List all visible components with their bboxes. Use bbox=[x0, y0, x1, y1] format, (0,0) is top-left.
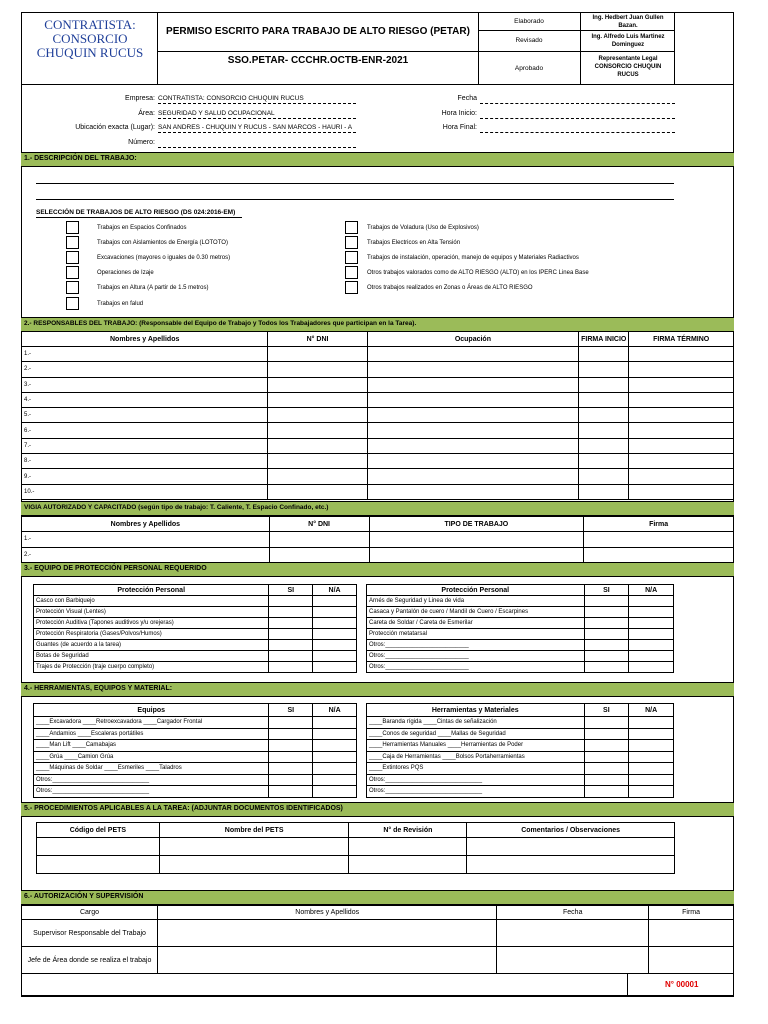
selection-title: SELECCIÓN DE TRABAJOS DE ALTO RIESGO (DS 024:2016-EM) bbox=[36, 209, 236, 216]
checkbox-right-1[interactable] bbox=[345, 236, 358, 249]
numero-label: Número: bbox=[128, 139, 155, 146]
epp-right-col-na: N/A bbox=[629, 585, 674, 596]
vigia-col-dni: N° DNI bbox=[269, 517, 369, 532]
vigia-row-label: 2.- bbox=[22, 547, 270, 563]
epp-right-row bbox=[367, 662, 674, 673]
equipos-row-label: Otros:_____________________________ bbox=[34, 774, 269, 786]
work-type-left: Trabajos en falud bbox=[97, 301, 144, 307]
section1-title: 1.- DESCRIPCIÓN DEL TRABAJO: bbox=[24, 155, 137, 162]
epp-left-table bbox=[33, 584, 357, 673]
checkbox-left-1[interactable] bbox=[66, 236, 79, 249]
checkbox-right-0[interactable] bbox=[345, 221, 358, 234]
epp-left-row-label: Trajes de Protección (traje cuerpo completo) bbox=[34, 662, 269, 673]
checkbox-left-2[interactable] bbox=[66, 251, 79, 264]
vigia-header bbox=[21, 501, 734, 516]
pets-table bbox=[36, 822, 675, 874]
epp-left-row-label: Protección Visual (Lentes) bbox=[34, 607, 269, 618]
auth-row bbox=[22, 920, 734, 947]
worker-row bbox=[22, 469, 734, 484]
worker-row bbox=[22, 362, 734, 377]
vigia-col-tipo: TIPO DE TRABAJO bbox=[369, 517, 584, 532]
pets-col-name: Nombre del PETS bbox=[159, 823, 349, 838]
name-aprobado: Representante Legal CONSORCIO CHUQUIN RUCUS bbox=[594, 56, 662, 78]
epp-right-row-label: Casaca y Pantalón de cuero / Mandil de Cuero / Escarpines bbox=[367, 607, 585, 618]
section4-header bbox=[21, 682, 734, 697]
epp-left-row bbox=[34, 640, 357, 651]
worker-row bbox=[22, 454, 734, 469]
role-elaborado: Elaborado bbox=[514, 18, 544, 25]
herramientas-row-label: ____Baranda rígida ____Cintas de señalización bbox=[367, 717, 585, 729]
section6-header bbox=[21, 890, 734, 905]
epp-left-row bbox=[34, 607, 357, 618]
checkbox-right-2[interactable] bbox=[345, 251, 358, 264]
epp-right-row-label: Otros:_________________________ bbox=[367, 640, 585, 651]
work-type-right: Trabajos de Voladura (Uso de Explosivos) bbox=[367, 225, 479, 231]
worker-row-label: 8.- bbox=[22, 454, 268, 469]
worker-row bbox=[22, 377, 734, 392]
worker-row-label: 1.- bbox=[22, 347, 268, 362]
equipos-row bbox=[34, 717, 357, 729]
epp-left-row bbox=[34, 629, 357, 640]
section5-header bbox=[21, 802, 734, 817]
work-type-right: Trabajos de instalación, operación, manejo de equipos y Materiales Radiactivos bbox=[367, 255, 579, 261]
vigia-row-label: 1.- bbox=[22, 532, 270, 548]
area-label: Área: bbox=[138, 110, 155, 117]
worker-row-label: 2.- bbox=[22, 362, 268, 377]
work-type-left: Excavaciones (mayores o iguales de 0.30 metros) bbox=[97, 255, 231, 261]
worker-row-label: 10.- bbox=[22, 484, 268, 499]
equipos-row bbox=[34, 786, 357, 798]
role-aprobado: Aprobado bbox=[514, 65, 544, 72]
section5-title: 5.- PROCEDIMIENTOS APLICABLES A LA TAREA: (ADJUNTAR DOCUMENTOS IDENTIFICADOS) bbox=[24, 805, 343, 812]
section3-title: 3.- EQUIPO DE PROTECCIÓN PERSONAL REQUERIDO bbox=[24, 565, 207, 572]
work-type-left: Operaciones de Izaje bbox=[97, 270, 154, 276]
herramientas-row-label: ____Conos de seguridad ____Mallas de Seguridad bbox=[367, 728, 585, 740]
epp-right-row bbox=[367, 651, 674, 662]
worker-row bbox=[22, 484, 734, 499]
pets-row bbox=[37, 838, 675, 856]
equipos-row bbox=[34, 763, 357, 775]
worker-row-label: 5.- bbox=[22, 408, 268, 423]
equipos-row bbox=[34, 728, 357, 740]
workers-col-occupation: Ocupación bbox=[367, 332, 578, 347]
form-code: SSO.PETAR- CCCHR.OCTB-ENR-2021 bbox=[227, 55, 409, 66]
herramientas-col-item: Herramientas y Materiales bbox=[367, 704, 585, 717]
equipos-col-si: SI bbox=[269, 704, 313, 717]
section2-header bbox=[21, 317, 734, 332]
worker-row bbox=[22, 423, 734, 438]
herramientas-row bbox=[367, 751, 674, 763]
worker-row bbox=[22, 392, 734, 407]
epp-right-row-label: Careta de Soldar / Careta de Esmerilar bbox=[367, 618, 585, 629]
work-type-right: Trabajos Electricos en Alta Tensión bbox=[367, 240, 461, 246]
checkbox-right-4[interactable] bbox=[345, 281, 358, 294]
epp-right-row-label: Otros:_________________________ bbox=[367, 651, 585, 662]
herramientas-row bbox=[367, 786, 674, 798]
vigia-col-name: Nombres y Apellidos bbox=[22, 517, 270, 532]
auth-col-cargo: Cargo bbox=[22, 906, 158, 920]
empresa-value[interactable]: CONTRATISTA: CONSORCIO CHUQUIN RUCUS bbox=[158, 95, 304, 102]
equipos-row bbox=[34, 774, 357, 786]
epp-right-col-item: Protección Personal bbox=[367, 585, 585, 596]
ubicacion-value[interactable]: SAN ANDRES - CHUQUIN Y RUCUS - SAN MARCOS - HAURI - A bbox=[158, 124, 353, 131]
equipos-row-label: ____Andamios ____Escaleras portátiles bbox=[34, 728, 269, 740]
auth-row bbox=[22, 947, 734, 974]
worker-row-label: 9.- bbox=[22, 469, 268, 484]
equipos-row-label: ____Man Lift ____Camabajas bbox=[34, 740, 269, 752]
section2-title: 2.- RESPONSABLES DEL TRABAJO: (Responsable del Equipo de Trabajo y Todos los Trabajadores que participan en la Tarea). bbox=[24, 320, 417, 327]
section3-header bbox=[21, 562, 734, 577]
worker-row bbox=[22, 438, 734, 453]
epp-left-row-label: Botas de Seguridad bbox=[34, 651, 269, 662]
herramientas-row-label: Otros:_____________________________ bbox=[367, 774, 585, 786]
auth-col-fecha: Fecha bbox=[497, 906, 649, 920]
epp-left-row bbox=[34, 662, 357, 673]
herramientas-col-na: N/A bbox=[629, 704, 674, 717]
section6-title: 6.- AUTORIZACIÓN Y SUPERVISIÓN bbox=[24, 893, 144, 900]
epp-right-row bbox=[367, 629, 674, 640]
vigia-row bbox=[22, 547, 734, 563]
role-revisado: Revisado bbox=[515, 37, 543, 44]
epp-left-row-label: Protección Auditiva (Tapones auditivos y/u orejeras) bbox=[34, 618, 269, 629]
form-title: PERMISO ESCRITO PARA TRABAJO DE ALTO RIESGO (PETAR) bbox=[166, 26, 470, 37]
epp-right-row bbox=[367, 618, 674, 629]
herramientas-row-label: ____Caja de Herramientas ____Bolsos Portaherramientas bbox=[367, 751, 585, 763]
work-type-left: Trabajos con Aislamientos de Energía (LOTOTO) bbox=[97, 240, 228, 246]
workers-col-dni: N° DNI bbox=[268, 332, 367, 347]
worker-row-label: 6.- bbox=[22, 423, 268, 438]
checkbox-left-3[interactable] bbox=[66, 266, 79, 279]
epp-left-row bbox=[34, 651, 357, 662]
epp-left-col-na: N/A bbox=[313, 585, 357, 596]
equipos-row bbox=[34, 751, 357, 763]
herramientas-row-label: Otros:_____________________________ bbox=[367, 786, 585, 798]
herramientas-row bbox=[367, 728, 674, 740]
equipos-row-label: Otros:_____________________________ bbox=[34, 786, 269, 798]
section4-title: 4.- HERRAMIENTAS, EQUIPOS Y MATERIAL: bbox=[24, 685, 173, 692]
epp-left-row-label: Guantes (de acuerdo a la tarea) bbox=[34, 640, 269, 651]
equipos-row bbox=[34, 740, 357, 752]
fecha-label: Fecha bbox=[457, 95, 477, 102]
equipos-col-item: Equipos bbox=[34, 704, 269, 717]
epp-right-row bbox=[367, 640, 674, 651]
name-elaborado: Ing. Hedbert Juan Gullen Bazan. bbox=[592, 15, 664, 29]
auth-row-label: Supervisor Responsable del Trabajo bbox=[22, 920, 158, 947]
workers-col-firma-termino: FIRMA TÉRMINO bbox=[629, 332, 734, 347]
auth-row-label: Jefe de Área donde se realiza el trabajo bbox=[22, 947, 158, 974]
epp-left-col-si: SI bbox=[269, 585, 313, 596]
epp-left-row bbox=[34, 596, 357, 607]
checkbox-left-5[interactable] bbox=[66, 297, 79, 310]
auth-col-nombres: Nombres y Apellidos bbox=[157, 906, 496, 920]
epp-right-row-label: Otros:_________________________ bbox=[367, 662, 585, 673]
name-revisado: Ing. Alfredo Luis Martinez Dominguez bbox=[591, 34, 665, 48]
hora-final-label: Hora Final: bbox=[442, 124, 477, 131]
hora-inicio-label: Hora Inicio: bbox=[441, 110, 477, 117]
epp-left-row-label: Casco con Barbiquejo bbox=[34, 596, 269, 607]
equipos-row-label: ____Máquinas de Soldar ____Esmeriles ____Taladros bbox=[34, 763, 269, 775]
epp-left-row-label: Protección Respiratoria (Gases/Polvos/Humos) bbox=[34, 629, 269, 640]
pets-row bbox=[37, 856, 675, 874]
equipos-table bbox=[33, 703, 357, 798]
epp-right-row-label: Arnés de Seguridad y Linea de vida bbox=[367, 596, 585, 607]
worker-row bbox=[22, 347, 734, 362]
pets-col-comments: Comentarios / Observaciones bbox=[467, 823, 675, 838]
pets-col-code: Código del PETS bbox=[37, 823, 160, 838]
authorization-table bbox=[21, 905, 734, 974]
herramientas-row-label: ____Extintores PQS bbox=[367, 763, 585, 775]
worker-row-label: 4.- bbox=[22, 392, 268, 407]
section1-header bbox=[21, 152, 734, 167]
ubicacion-label: Ubicación exacta (Lugar): bbox=[75, 124, 155, 131]
equipos-col-na: N/A bbox=[313, 704, 357, 717]
workers-col-name: Nombres y Apellidos bbox=[22, 332, 268, 347]
herramientas-row bbox=[367, 740, 674, 752]
work-type-left: Trabajos en Altura (A partir de 1.5 metros) bbox=[97, 285, 209, 291]
vigia-table bbox=[21, 516, 734, 563]
pets-col-revision: N° de Revisión bbox=[349, 823, 467, 838]
empresa-label: Empresa: bbox=[125, 95, 155, 102]
herramientas-col-si: SI bbox=[584, 704, 629, 717]
checkbox-right-3[interactable] bbox=[345, 266, 358, 279]
epp-right-row-label: Protección metatarsal bbox=[367, 629, 585, 640]
equipos-row-label: ____Excavadora ____Retroexcavadora ____Cargador Frontal bbox=[34, 717, 269, 729]
herramientas-table bbox=[366, 703, 674, 798]
herramientas-row bbox=[367, 763, 674, 775]
vigia-col-firma: Firma bbox=[584, 517, 734, 532]
herramientas-row bbox=[367, 717, 674, 729]
area-value[interactable]: SEGURIDAD Y SALUD OCUPACIONAL bbox=[158, 110, 275, 117]
epp-right-table bbox=[366, 584, 674, 673]
work-type-right: Otros trabajos realizados en Zonas o Áreas de ALTO RIESGO bbox=[367, 285, 533, 291]
workers-col-firma-inicio: FIRMA INICIO bbox=[579, 332, 629, 347]
checkbox-left-0[interactable] bbox=[66, 221, 79, 234]
worker-row-label: 7.- bbox=[22, 438, 268, 453]
work-type-right: Otros trabajos valorados como de ALTO RIESGO (ALTO) en los IPERC Linea Base bbox=[367, 270, 589, 276]
vigia-title: VIGIA AUTORIZADO Y CAPACITADO (según tipo de trabajo: T. Caliente, T. Espacio Confinado, etc.) bbox=[24, 504, 329, 511]
worker-row-label: 3.- bbox=[22, 377, 268, 392]
epp-right-col-si: SI bbox=[584, 585, 629, 596]
vigia-row bbox=[22, 532, 734, 548]
serial-number: N° 00001 bbox=[665, 980, 699, 989]
herramientas-row bbox=[367, 774, 674, 786]
epp-left-row bbox=[34, 618, 357, 629]
worker-row bbox=[22, 408, 734, 423]
epp-right-row bbox=[367, 607, 674, 618]
company-title: CONTRATISTA: CONSORCIO CHUQUIN RUCUS bbox=[36, 17, 144, 60]
epp-left-col-item: Protección Personal bbox=[34, 585, 269, 596]
epp-right-row bbox=[367, 596, 674, 607]
auth-col-firma: Firma bbox=[649, 906, 734, 920]
work-type-left: Trabajos en Espacios Confinados bbox=[97, 225, 187, 231]
workers-table bbox=[21, 331, 734, 500]
equipos-row-label: ____Grúa ____Camion Grúa bbox=[34, 751, 269, 763]
herramientas-row-label: ____Herramientas Manuales ____Herramientas de Poder bbox=[367, 740, 585, 752]
checkbox-left-4[interactable] bbox=[66, 281, 79, 294]
